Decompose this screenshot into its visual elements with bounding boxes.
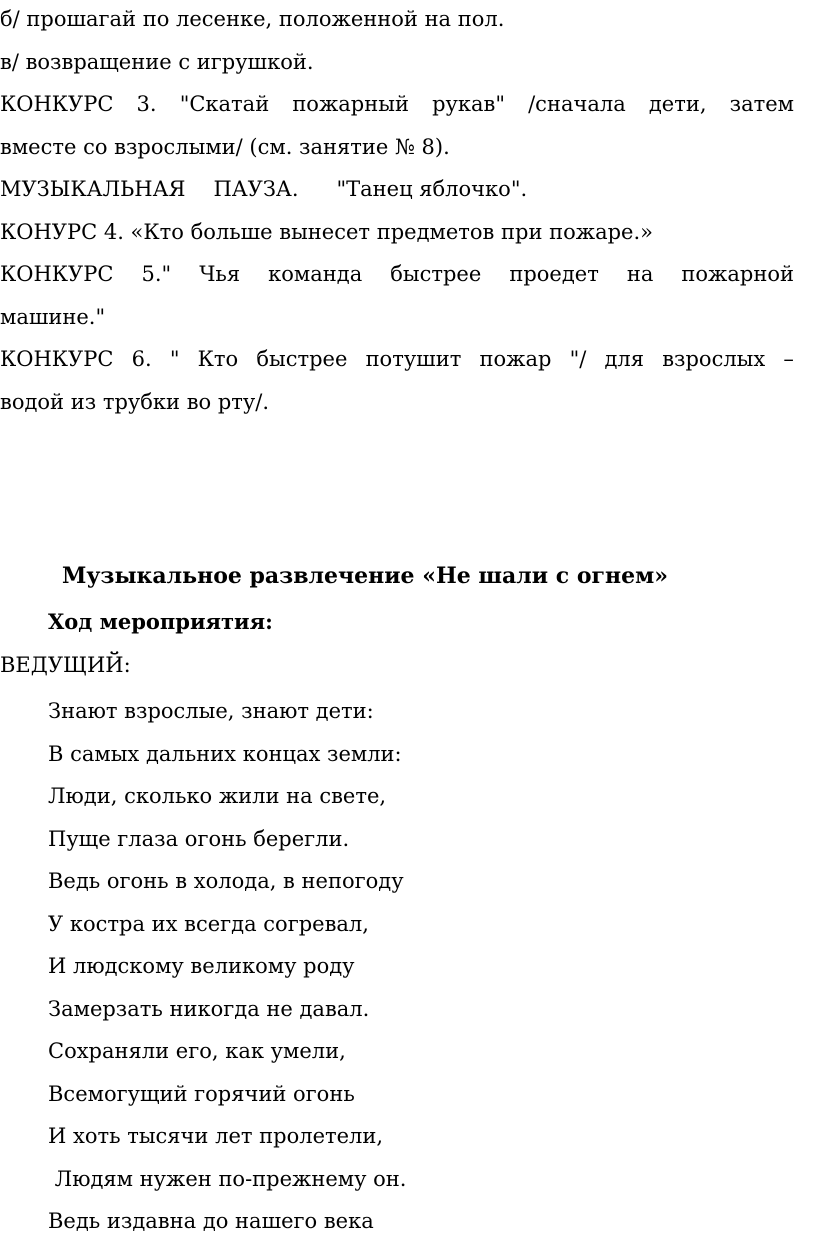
poem-line: Людям нужен по-прежнему он. bbox=[48, 1167, 407, 1191]
poem-line: И хоть тысячи лет пролетели, bbox=[48, 1124, 384, 1148]
word: "/ bbox=[569, 347, 587, 371]
poem-line: У костра их всегда согревал, bbox=[48, 912, 369, 936]
contest6-line2: водой из трубки во рту/. bbox=[0, 390, 270, 414]
poem-line: Знают взрослые, знают дети: bbox=[48, 699, 374, 723]
poem-line: Замерзать никогда не давал. bbox=[48, 997, 370, 1021]
poem-line: В самых дальних концах земли: bbox=[48, 742, 402, 766]
poem-line: И людскому великому роду bbox=[48, 954, 355, 978]
poem-line: Люди, сколько жили на свете, bbox=[48, 784, 387, 808]
word: КОНКУРС bbox=[0, 92, 114, 116]
word: дети, bbox=[648, 92, 707, 116]
music-pause-line bbox=[0, 176, 527, 202]
poem-line: Ведь издавна до нашего века bbox=[48, 1209, 374, 1233]
contest5-line1 bbox=[0, 261, 794, 287]
word: пожарный bbox=[292, 92, 409, 116]
word: взрослых bbox=[662, 347, 766, 371]
speaker-label: ВЕДУЩИЙ: bbox=[0, 653, 131, 677]
word: КОНКУРС bbox=[0, 347, 114, 371]
word: рукав" bbox=[432, 92, 505, 116]
word: быстрее bbox=[256, 347, 348, 371]
contest3-line1 bbox=[0, 91, 794, 117]
contest4-line: КОНУРС 4. «Кто больше вынесет предметов при пожаре.» bbox=[0, 220, 654, 244]
contest6-line1 bbox=[0, 346, 794, 372]
word: на bbox=[626, 262, 654, 286]
word: затем bbox=[729, 92, 794, 116]
word: "Скатай bbox=[179, 92, 270, 116]
word: – bbox=[783, 347, 794, 371]
word: 3. bbox=[136, 92, 157, 116]
word: 5." bbox=[141, 262, 172, 286]
word: быстрее bbox=[390, 262, 482, 286]
subtitle: Ход мероприятия: bbox=[48, 609, 273, 634]
text-line-b: б/ прошагай по лесенке, положенной на пол. bbox=[0, 7, 505, 31]
word: для bbox=[604, 347, 645, 371]
word: 6. bbox=[131, 347, 152, 371]
poem-line: Сохраняли его, как умели, bbox=[48, 1039, 346, 1063]
word: ПАУЗА. bbox=[213, 177, 299, 201]
word: Кто bbox=[197, 347, 239, 371]
contest3-line2: вместе со взрослыми/ (см. занятие № 8). bbox=[0, 135, 450, 159]
word: Чья bbox=[199, 262, 241, 286]
contest5-line2: машине." bbox=[0, 305, 106, 329]
poem-line: Ведь огонь в холода, в непогоду bbox=[48, 869, 404, 893]
text-line-v: в/ возвращение с игрушкой. bbox=[0, 50, 314, 74]
word: " bbox=[169, 347, 180, 371]
poem-line: Всемогущий горячий огонь bbox=[48, 1082, 355, 1106]
word: пожар bbox=[479, 347, 552, 371]
poem-line: Пуще глаза огонь берегли. bbox=[48, 827, 350, 851]
word: команда bbox=[268, 262, 363, 286]
word: проедет bbox=[509, 262, 599, 286]
word: МУЗЫКАЛЬНАЯ bbox=[0, 177, 186, 201]
word: /сначала bbox=[528, 92, 626, 116]
word: пожарной bbox=[681, 262, 794, 286]
word: потушит bbox=[365, 347, 462, 371]
word: "Танец яблочко". bbox=[336, 177, 528, 201]
page-title: Музыкальное развлечение «Не шали с огнем» bbox=[62, 563, 668, 589]
word: КОНКУРС bbox=[0, 262, 114, 286]
